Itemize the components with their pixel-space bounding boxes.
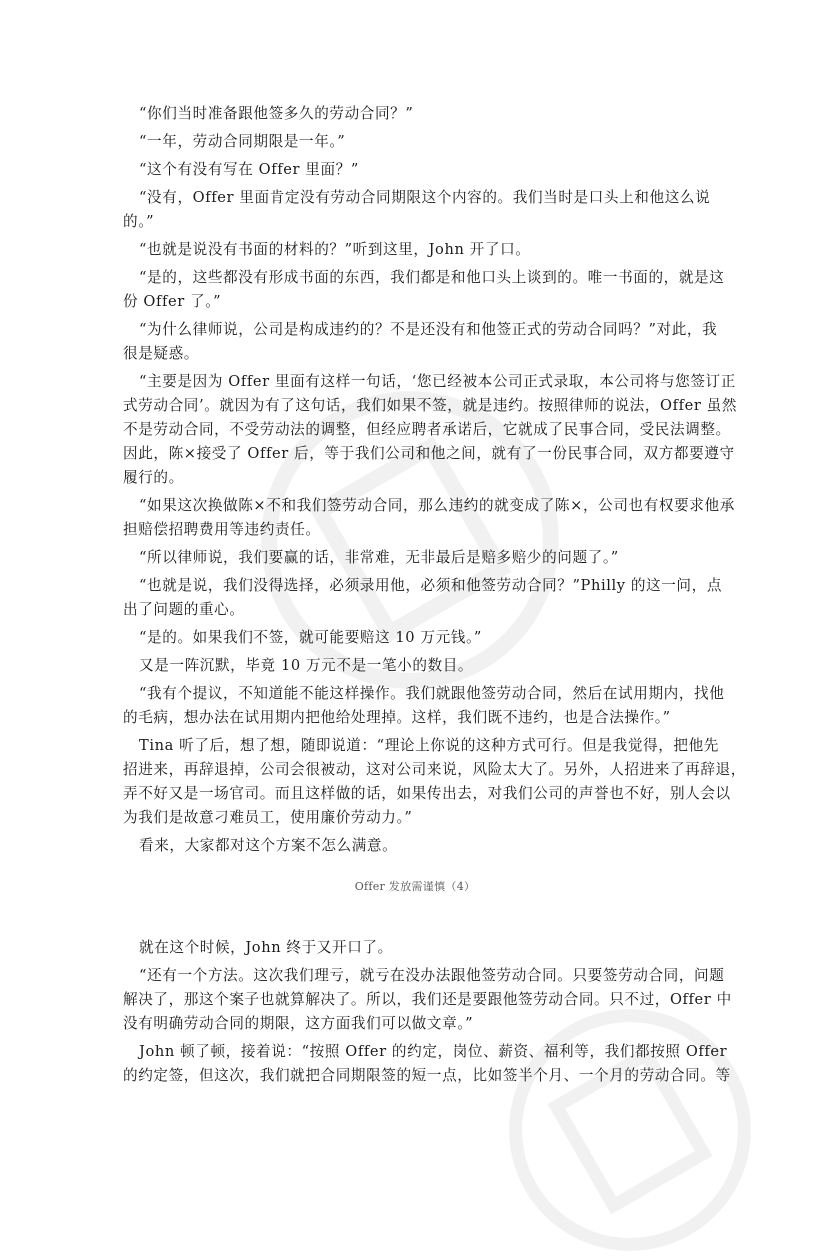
text-line: 没有明确劳动合同的期限，这方面我们可以做文章。”: [123, 1015, 474, 1032]
text-line: “主要是因为 Offer 里面有这样一句话，‘您已经被本公司正式录取，本公司将与您签订正: [139, 373, 736, 390]
text-line: “所以律师说，我们要赢的话，非常难，无非最后是赔多赔少的问题了。”: [139, 549, 619, 566]
watermark-logo-icon-secondary: [500, 1000, 760, 1260]
text-line: 份 Offer 了。”: [123, 293, 222, 310]
text-line: “一年，劳动合同期限是一年。”: [139, 133, 346, 150]
text-line: “你们当时准备跟他签多久的劳动合同？”: [139, 105, 414, 122]
text-line: 弄不好又是一场官司。而且这样做的话，如果传出去，对我们公司的声誉也不好，别人会以: [123, 785, 731, 802]
text-line: 的毛病，想办法在试用期内把他给处理掉。这样，我们既不违约，也是合法操作。”: [123, 709, 671, 726]
text-line: 又是一阵沉默，毕竟 10 万元不是一笔小的数目。: [139, 657, 474, 674]
text-line: 就在这个时候，John 终于又开口了。: [139, 939, 393, 956]
text-line: “没有，Offer 里面肯定没有劳动合同期限这个内容的。我们当时是口头上和他这么说: [139, 189, 711, 206]
text-line: “这个有没有写在 Offer 里面？”: [139, 161, 359, 178]
text-line: Tina 听了后，想了想，随即说道：“理论上你说的这种方式可行。但是我觉得，把他先: [139, 737, 719, 754]
text-line: “是的。如果我们不签，就可能要赔这 10 万元钱。”: [139, 629, 482, 646]
text-line: 的。”: [123, 213, 155, 230]
text-line: “是的，这些都没有形成书面的东西，我们都是和他口头上谈到的。唯一书面的，就是这: [139, 269, 725, 286]
text-line: “为什么律师说，公司是构成违约的？不是还没有和他签正式的劳动合同吗？”对此，我: [139, 321, 718, 338]
text-line: 担赔偿招聘费用等违约责任。: [123, 521, 321, 538]
text-line: 招进来，再辞退掉，公司会很被动，这对公司来说，风险太大了。另外，人招进来了再辞退，: [123, 761, 746, 778]
text-line: 出了问题的重心。: [123, 601, 245, 618]
text-line: 为我们是故意刁难员工，使用廉价劳动力。”: [123, 809, 413, 826]
text-line: “如果这次换做陈×不和我们签劳动合同，那么违约的就变成了陈×，公司也有权要求他承: [139, 497, 735, 514]
text-line: 很是疑惑。: [123, 345, 199, 362]
text-line: “还有一个方法。这次我们理亏，就亏在没办法跟他签劳动合同。只要签劳动合同，问题: [139, 967, 725, 984]
text-line: 的约定签，但这次，我们就把合同期限签的短一点，比如签半个月、一个月的劳动合同。等: [123, 1067, 731, 1084]
text-line: 因此，陈×接受了 Offer 后，等于我们公司和他之间，就有了一份民事合同，双方都要遵守: [123, 445, 735, 462]
text-line: John 顿了顿，接着说：“按照 Offer 的约定，岗位、薪资、福利等，我们都按照 Offer: [139, 1043, 728, 1060]
text-line: 看来，大家都对这个方案不怎么满意。: [139, 837, 398, 854]
text-line: “也就是说，我们没得选择，必须录用他，必须和他签劳动合同？”Philly 的这一问，点: [139, 577, 723, 594]
section-caption: Offer 发放需谨慎（4）: [354, 880, 476, 893]
text-line: “也就是说没有书面的材料的？”听到这里，John 开了口。: [139, 241, 531, 258]
text-line: 式劳动合同’。就因为有了这句话，我们如果不签，就是违约。按照律师的说法，Offer 虽然: [123, 397, 738, 414]
text-line: 不是劳动合同，不受劳动法的调整，但经应聘者承诺后，它就成了民事合同，受民法调整。: [123, 421, 731, 438]
text-line: “我有个提议，不知道能不能这样操作。我们就跟他签劳动合同，然后在试用期内，找他: [139, 685, 725, 702]
text-line: 履行的。: [123, 469, 184, 486]
text-line: 解决了，那这个案子也就算解决了。所以，我们还是要跟他签劳动合同。只不过，Offer 中: [123, 991, 732, 1008]
